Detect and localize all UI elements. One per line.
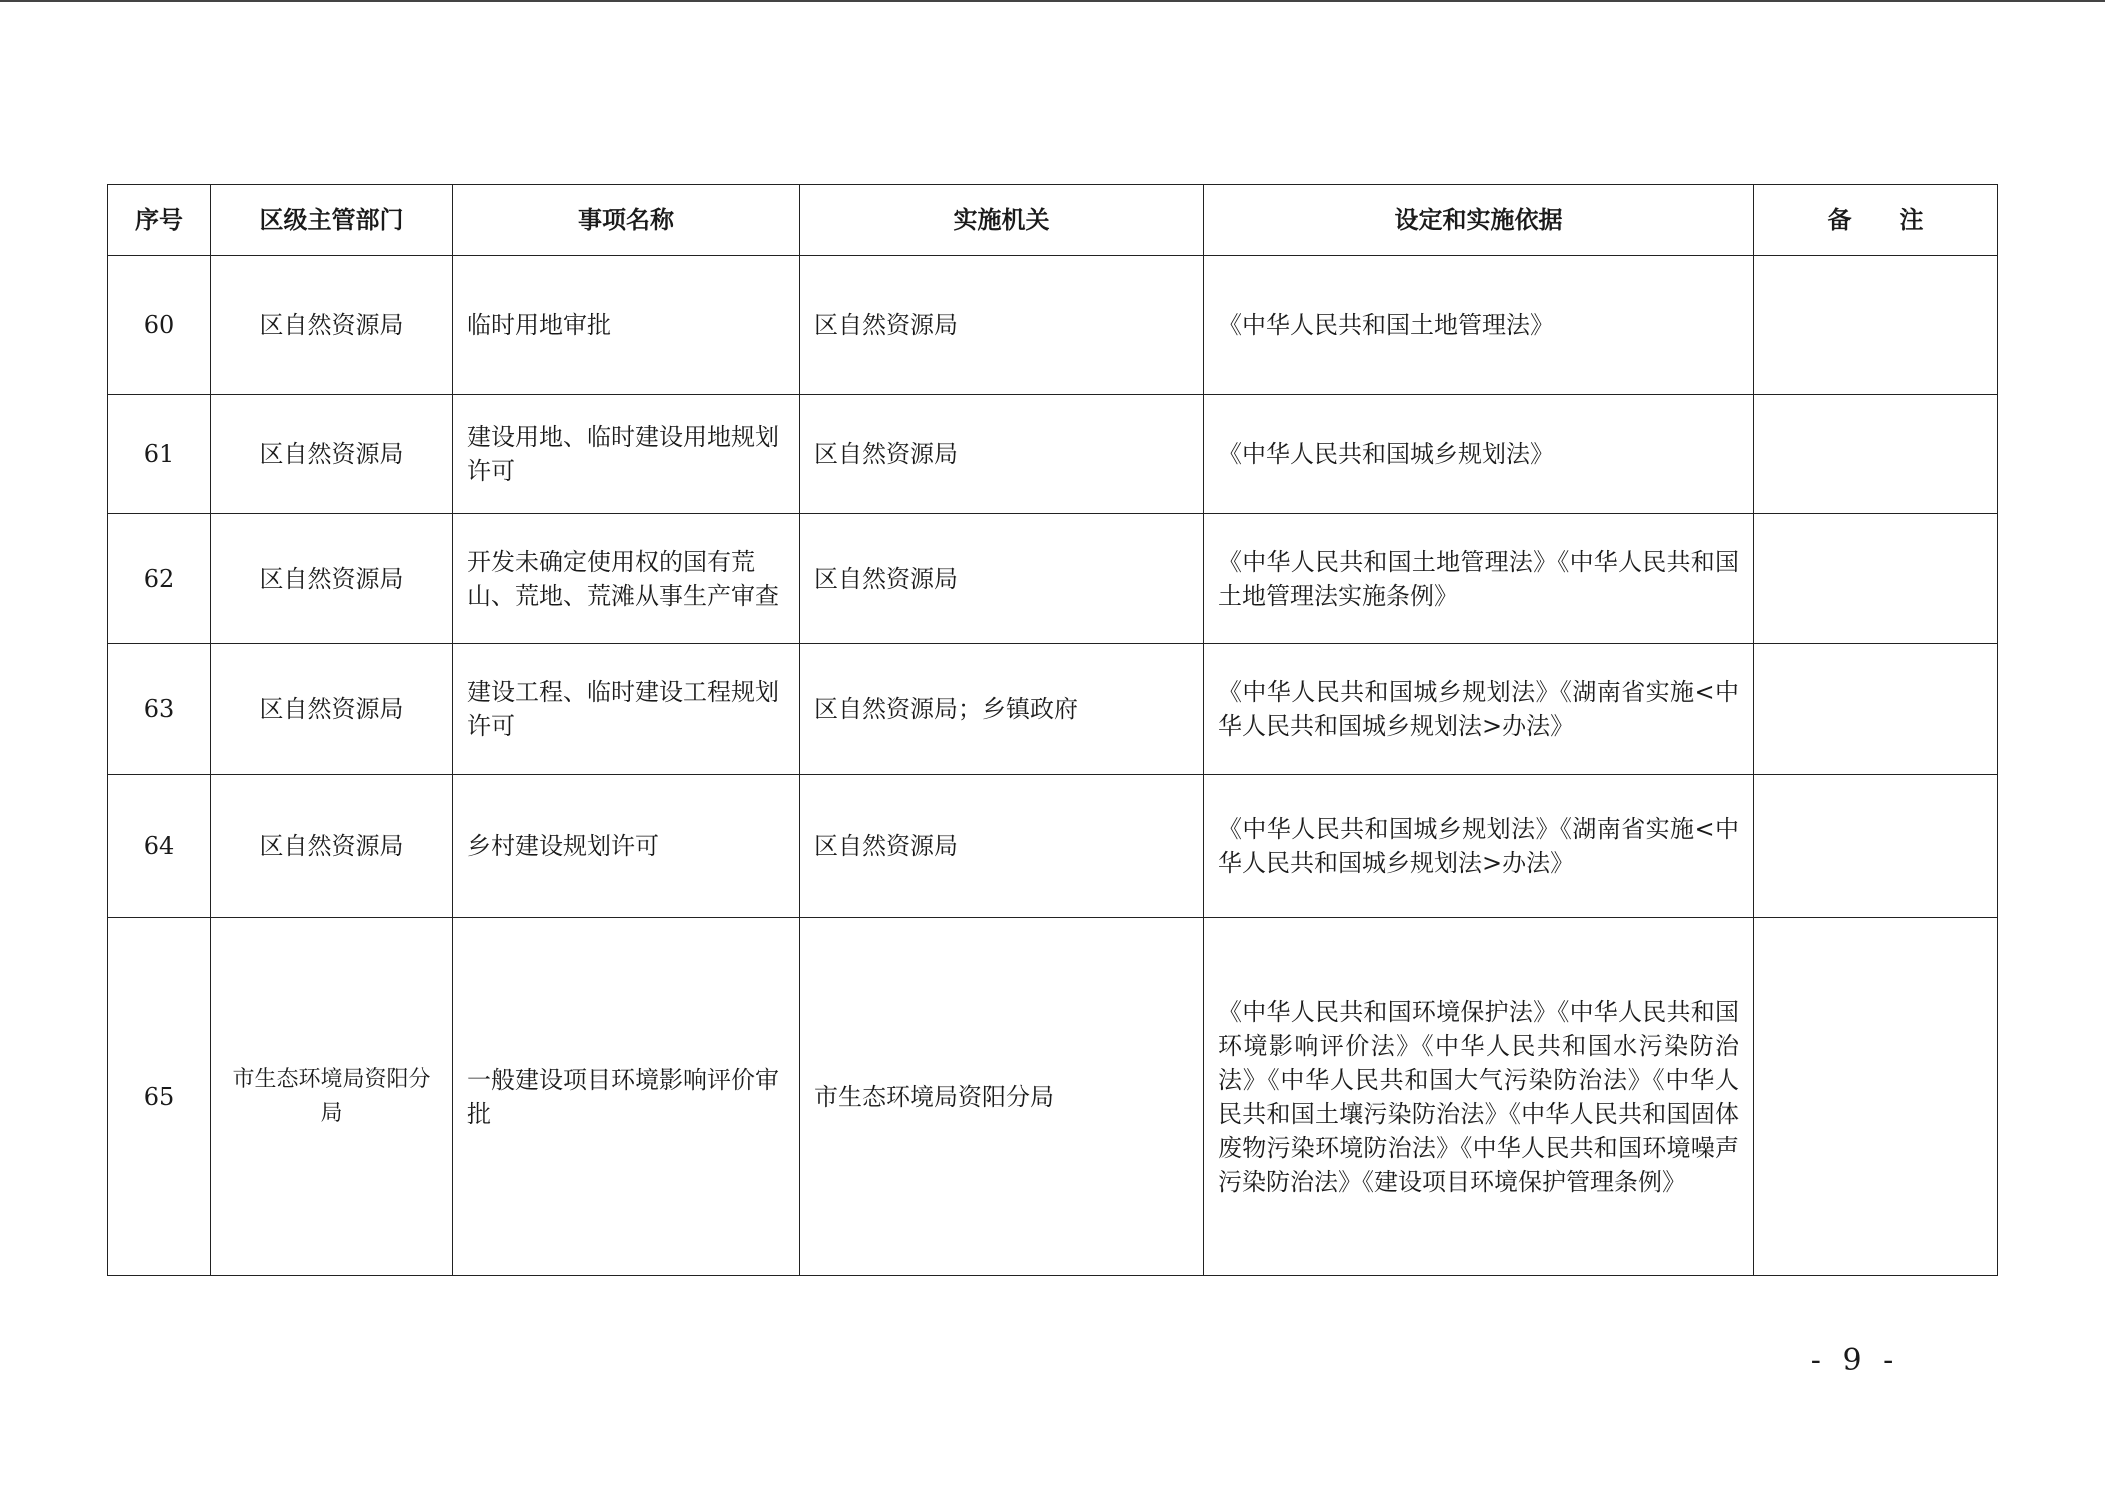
- header-department: 区级主管部门: [211, 185, 453, 256]
- header-item-name: 事项名称: [453, 185, 800, 256]
- row-remark: [1754, 514, 1998, 644]
- row-agency: 区自然资源局: [800, 256, 1204, 395]
- row-item-name: 一般建设项目环境影响评价审批: [453, 918, 800, 1276]
- row-remark: [1754, 256, 1998, 395]
- page-number: - 9 -: [1810, 1343, 1900, 1378]
- approval-items-table: [107, 184, 1998, 1276]
- row-legal-basis: 《中华人民共和国土地管理法》: [1204, 256, 1754, 395]
- table-row: [108, 644, 1998, 775]
- row-remark: [1754, 644, 1998, 775]
- row-remark: [1754, 775, 1998, 918]
- header-legal-basis: 设定和实施依据: [1204, 185, 1754, 256]
- table-row: [108, 395, 1998, 514]
- table-row: [108, 514, 1998, 644]
- row-item-name: 开发未确定使用权的国有荒山、荒地、荒滩从事生产审查: [453, 514, 800, 644]
- header-number: 序号: [108, 185, 211, 256]
- table-row: [108, 775, 1998, 918]
- row-item-name: 建设用地、临时建设用地规划许可: [453, 395, 800, 514]
- header-agency: 实施机关: [800, 185, 1204, 256]
- top-border-line: [0, 0, 2105, 2]
- row-item-name: 建设工程、临时建设工程规划许可: [453, 644, 800, 775]
- row-legal-basis: 《中华人民共和国城乡规划法》《湖南省实施<中华人民共和国城乡规划法>办法》: [1204, 644, 1754, 775]
- row-number: 63: [108, 644, 211, 775]
- row-legal-basis: 《中华人民共和国城乡规划法》: [1204, 395, 1754, 514]
- row-agency: 市生态环境局资阳分局: [800, 918, 1204, 1276]
- row-item-name: 乡村建设规划许可: [453, 775, 800, 918]
- header-remark: 备 注: [1754, 185, 1998, 256]
- row-legal-basis: 《中华人民共和国土地管理法》《中华人民共和国土地管理法实施条例》: [1204, 514, 1754, 644]
- row-department: 市生态环境局资阳分局: [211, 918, 453, 1276]
- row-item-name: 临时用地审批: [453, 256, 800, 395]
- row-agency: 区自然资源局: [800, 775, 1204, 918]
- row-legal-basis: 《中华人民共和国城乡规划法》《湖南省实施<中华人民共和国城乡规划法>办法》: [1204, 775, 1754, 918]
- row-number: 61: [108, 395, 211, 514]
- row-number: 60: [108, 256, 211, 395]
- row-agency: 区自然资源局: [800, 395, 1204, 514]
- row-number: 62: [108, 514, 211, 644]
- row-department: 区自然资源局: [211, 256, 453, 395]
- row-legal-basis: 《中华人民共和国环境保护法》《中华人民共和国环境影响评价法》《中华人民共和国水污染防治法》《中华人民共和国大气污染防治法》《中华人民共和国土壤污染防治法》《中华人民共和国固体废物污染环境防治法》《中华人民共和国环境噪声污染防治法》《建设项目环境保护管理条例》: [1204, 918, 1754, 1276]
- row-department: 区自然资源局: [211, 395, 453, 514]
- row-department: 区自然资源局: [211, 644, 453, 775]
- table-row: [108, 256, 1998, 395]
- table-header-row: [108, 185, 1998, 256]
- row-agency: 区自然资源局: [800, 514, 1204, 644]
- row-remark: [1754, 395, 1998, 514]
- table-row: [108, 918, 1998, 1276]
- row-remark: [1754, 918, 1998, 1276]
- row-agency: 区自然资源局；乡镇政府: [800, 644, 1204, 775]
- row-number: 65: [108, 918, 211, 1276]
- row-number: 64: [108, 775, 211, 918]
- row-department: 区自然资源局: [211, 775, 453, 918]
- row-department: 区自然资源局: [211, 514, 453, 644]
